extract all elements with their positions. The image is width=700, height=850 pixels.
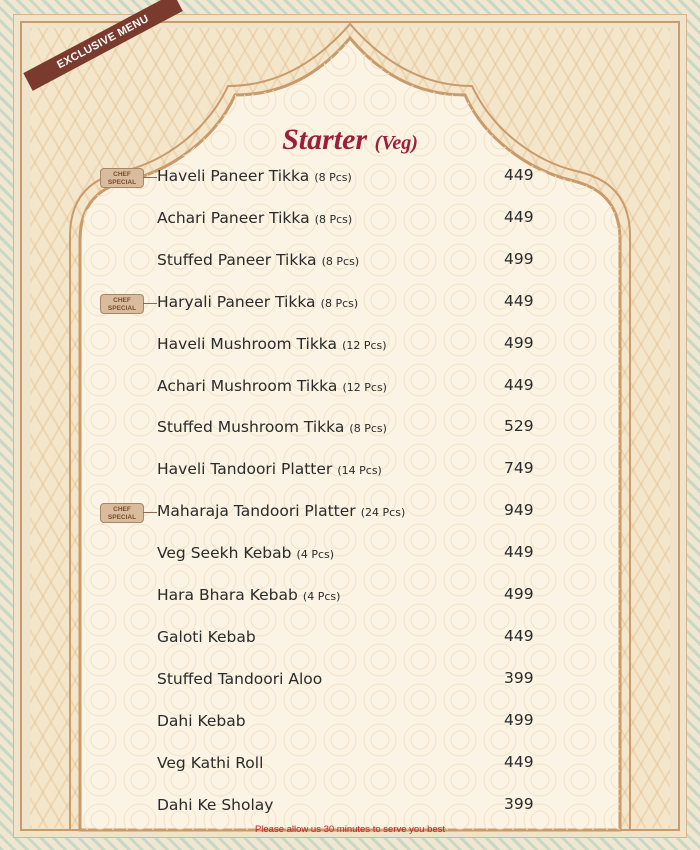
item-name: Achari Paneer Tikka [157,209,310,227]
service-note: Please allow us 30 minutes to serve you best [254,824,446,835]
item-quantity: (8 Pcs) [321,255,360,268]
item-name: Stuffed Mushroom Tikka [157,418,345,436]
chef-special-badge: CHEF SPECIAL [100,168,144,188]
item-quantity: (8 Pcs) [349,422,387,435]
item-price: 449 [504,292,534,310]
item-price: 449 [504,208,534,226]
item-quantity: (8 Pcs) [314,171,352,184]
badge-string [143,177,157,178]
badge-string [143,303,157,304]
item-price: 499 [504,250,534,268]
menu-item [157,459,557,483]
item-name: Dahi Ke Sholay [157,796,274,814]
menu-item [157,627,557,651]
menu-item [157,376,557,400]
menu-item [157,711,557,735]
section-title [0,123,700,157]
menu-item [157,585,557,609]
item-price: 529 [504,417,534,435]
item-price: 449 [504,376,534,394]
menu-item [157,795,557,819]
item-name: Veg Kathi Roll [157,754,264,772]
item-price: 449 [504,166,534,184]
item-name: Hara Bhara Kebab [157,586,298,604]
menu-item [157,501,557,525]
item-quantity: (14 Pcs) [337,464,382,477]
item-price: 499 [504,334,534,352]
item-price: 949 [504,501,534,519]
menu-item [157,166,557,190]
title-subtitle: (Veg) [374,132,418,154]
item-price: 449 [504,627,534,645]
item-quantity: (8 Pcs) [314,213,353,226]
item-name: Haveli Mushroom Tikka [157,335,337,353]
item-price: 499 [504,711,534,729]
item-name: Veg Seekh Kebab [157,544,292,562]
item-price: 399 [504,795,534,813]
item-price: 499 [504,585,534,603]
title-text: Starter [282,123,368,156]
item-name: Haveli Tandoori Platter [157,460,333,478]
menu-item [157,543,557,567]
item-name: Stuffed Tandoori Aloo [157,670,323,688]
item-name: Maharaja Tandoori Platter [157,502,356,520]
menu-item [157,417,557,441]
menu-item [157,669,557,693]
item-quantity: (4 Pcs) [302,590,341,603]
item-name: Galoti Kebab [157,628,256,646]
item-quantity: (12 Pcs) [342,339,387,352]
item-price: 399 [504,669,534,687]
item-name: Stuffed Paneer Tikka [157,251,317,269]
item-name: Achari Mushroom Tikka [157,377,338,395]
menu-item [157,208,557,232]
chef-special-badge: CHEF SPECIAL [100,503,144,523]
item-price: 749 [504,459,534,477]
menu-item [157,250,557,274]
ribbon-label: EXCLUSIVE MENU [23,0,182,91]
exclusive-menu-ribbon [22,12,222,72]
menu-item [157,292,557,316]
item-name: Haveli Paneer Tikka [157,167,310,185]
item-price: 449 [504,753,534,771]
item-quantity: (24 Pcs) [360,506,406,519]
item-price: 449 [504,543,534,561]
badge-string [143,512,157,513]
item-quantity: (4 Pcs) [296,548,335,561]
menu-item [157,753,557,777]
item-name: Haryali Paneer Tikka [157,293,316,311]
item-quantity: (12 Pcs) [342,381,387,394]
item-name: Dahi Kebab [157,712,246,730]
chef-special-badge: CHEF SPECIAL [100,294,144,314]
item-quantity: (8 Pcs) [320,297,359,310]
menu-item [157,334,557,358]
